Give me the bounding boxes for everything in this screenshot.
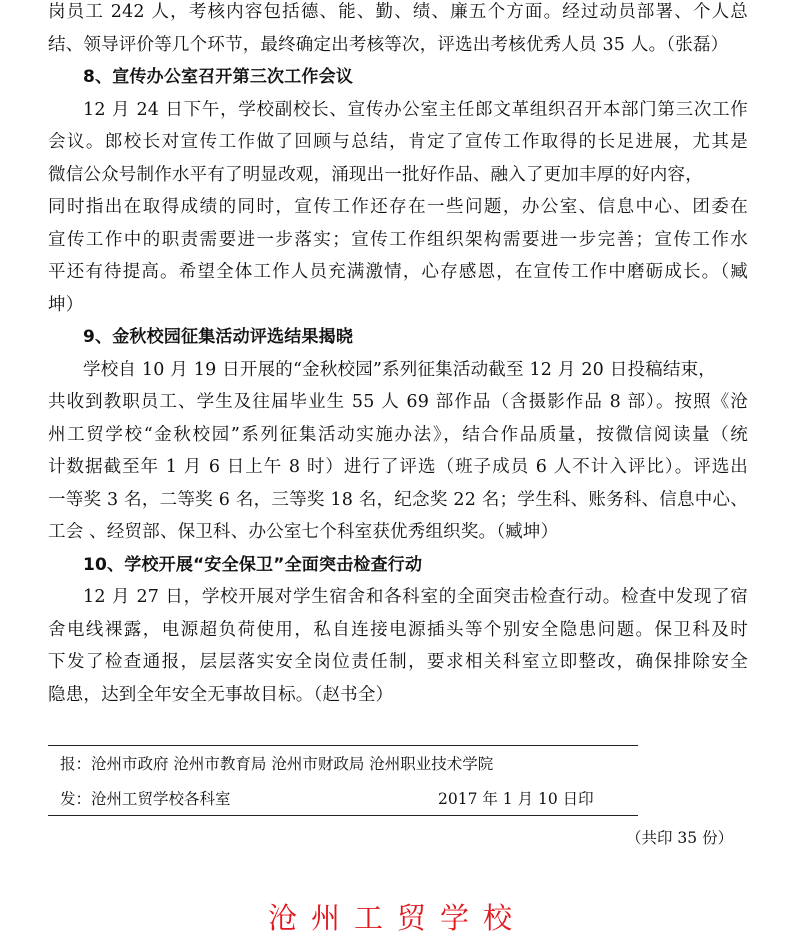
- paragraph-line: 平还有待提高。希望全体工作人员充满激情，心存感恩，在宣传工作中磨砺成长。（臧: [48, 262, 748, 282]
- section-heading-10: 10、学校开展“安全保卫”全面突击检查行动: [83, 554, 423, 575]
- school-name: 沧州工贸学校: [267, 901, 526, 935]
- paragraph-line: 结、领导评价等几个环节，最终确定出考核等次，评选出考核优秀人员 35 人。（张磊）: [48, 34, 729, 55]
- paragraph-line: 共收到教职员工、学生及往届毕业生 55 人 69 部作品（含摄影作品 8 部）。按照《沧: [48, 392, 748, 412]
- paragraph-line: 微信公众号制作水平有了明显改观，涌现出一批好作品、融入了更加丰厚的好内容，: [48, 164, 703, 185]
- copies-count: （共印 35 份）: [626, 829, 734, 847]
- send-to-line: 发：沧州工贸学校各科室: [60, 790, 231, 808]
- paragraph-line: 隐患，达到全年安全无事故目标。（赵书全）: [48, 684, 394, 705]
- paragraph-line: 同时指出在取得成绩的同时，宣传工作还存在一些问题，办公室、信息中心、团委在: [48, 197, 748, 217]
- paragraph-line: 会议。郎校长对宣传工作做了回顾与总结，肯定了宣传工作取得的长足进展，尤其是: [48, 132, 748, 152]
- paragraph-line: 学校自 10 月 19 日开展的“金秋校园”系列征集活动截至 12 月 20 日投稿结束，: [83, 359, 716, 380]
- paragraph-line: 一等奖 3 名，二等奖 6 名，三等奖 18 名，纪念奖 22 名；学生科、账务科、信息中心、: [48, 489, 748, 510]
- paragraph-line: 宣传工作中的职责需要进一步落实；宣传工作组织架构需要进一步完善；宣传工作水: [48, 229, 748, 250]
- report-to-line: 报：沧州市政府 沧州市教育局 沧州市财政局 沧州职业技术学院: [60, 755, 494, 773]
- paragraph-line: 工会 、经贸部、保卫科、办公室七个科室获优秀组织奖。（臧坤）: [48, 522, 559, 542]
- paragraph-line: 计数据截至年 1 月 6 日上午 8 时）进行了评选（班子成员 6 人不计入评比）。评选出: [48, 457, 748, 477]
- paragraph-line: 12 月 27 日，学校开展对学生宿舍和各科室的全面突击检查行动。检查中发现了宿: [83, 587, 748, 607]
- document-body: [48, 0, 748, 711]
- paragraph-line: 舍电线裸露，电源超负荷使用，私自连接电源插头等个别安全隐患问题。保卫科及时: [48, 619, 748, 640]
- paragraph-line: 12 月 24 日下午，学校副校长、宣传办公室主任郎文革组织召开本部门第三次工作: [83, 99, 748, 120]
- paragraph-line: 岗员工 242 人，考核内容包括德、能、勤、绩、廉五个方面。经过动员部署、个人总: [48, 2, 748, 22]
- send-to-row: [60, 789, 620, 809]
- print-date: 2017 年 1 月 10 日印: [438, 790, 594, 808]
- paragraph-line: 下发了检查通报，层层落实安全岗位责任制，要求相关科室立即整改，确保排除安全: [48, 652, 748, 672]
- section-heading-9: 9、金秋校园征集活动评选结果揭晓: [83, 327, 354, 347]
- paragraph-line: 州工贸学校“金秋校园”系列征集活动实施办法》，结合作品质量，按微信阅读量（统: [48, 424, 748, 445]
- paragraph-line: 坤）: [48, 294, 84, 315]
- distribution-footer: [48, 745, 638, 816]
- section-heading-8: 8、宣传办公室召开第三次工作会议: [83, 67, 354, 87]
